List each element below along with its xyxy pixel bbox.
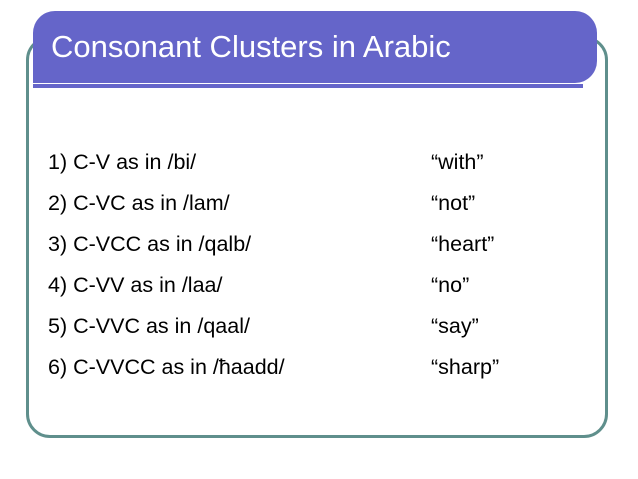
list-item xyxy=(48,265,588,306)
list-item xyxy=(48,183,588,224)
syllable-pattern: 4) C-VV as in /laa/ xyxy=(48,273,223,297)
gloss: “no” xyxy=(431,273,470,297)
title-underline xyxy=(33,84,583,88)
list-item xyxy=(48,142,588,183)
list-item xyxy=(48,224,588,265)
syllable-pattern: 6) C-VVCC as in /ħaadd/ xyxy=(48,355,285,379)
gloss: “say” xyxy=(431,314,479,338)
gloss: “heart” xyxy=(431,232,495,256)
slide-title: Consonant Clusters in Arabic xyxy=(51,29,451,64)
gloss: “with” xyxy=(431,150,484,174)
example-list xyxy=(48,142,588,388)
syllable-pattern: 2) C-VC as in /lam/ xyxy=(48,191,230,215)
syllable-pattern: 3) C-VCC as in /qalb/ xyxy=(48,232,252,256)
gloss: “sharp” xyxy=(431,355,500,379)
syllable-pattern: 1) C-V as in /bi/ xyxy=(48,150,197,174)
gloss: “not” xyxy=(431,191,476,215)
list-item xyxy=(48,306,588,347)
syllable-pattern: 5) C-VVC as in /qaal/ xyxy=(48,314,250,338)
list-item xyxy=(48,347,588,388)
